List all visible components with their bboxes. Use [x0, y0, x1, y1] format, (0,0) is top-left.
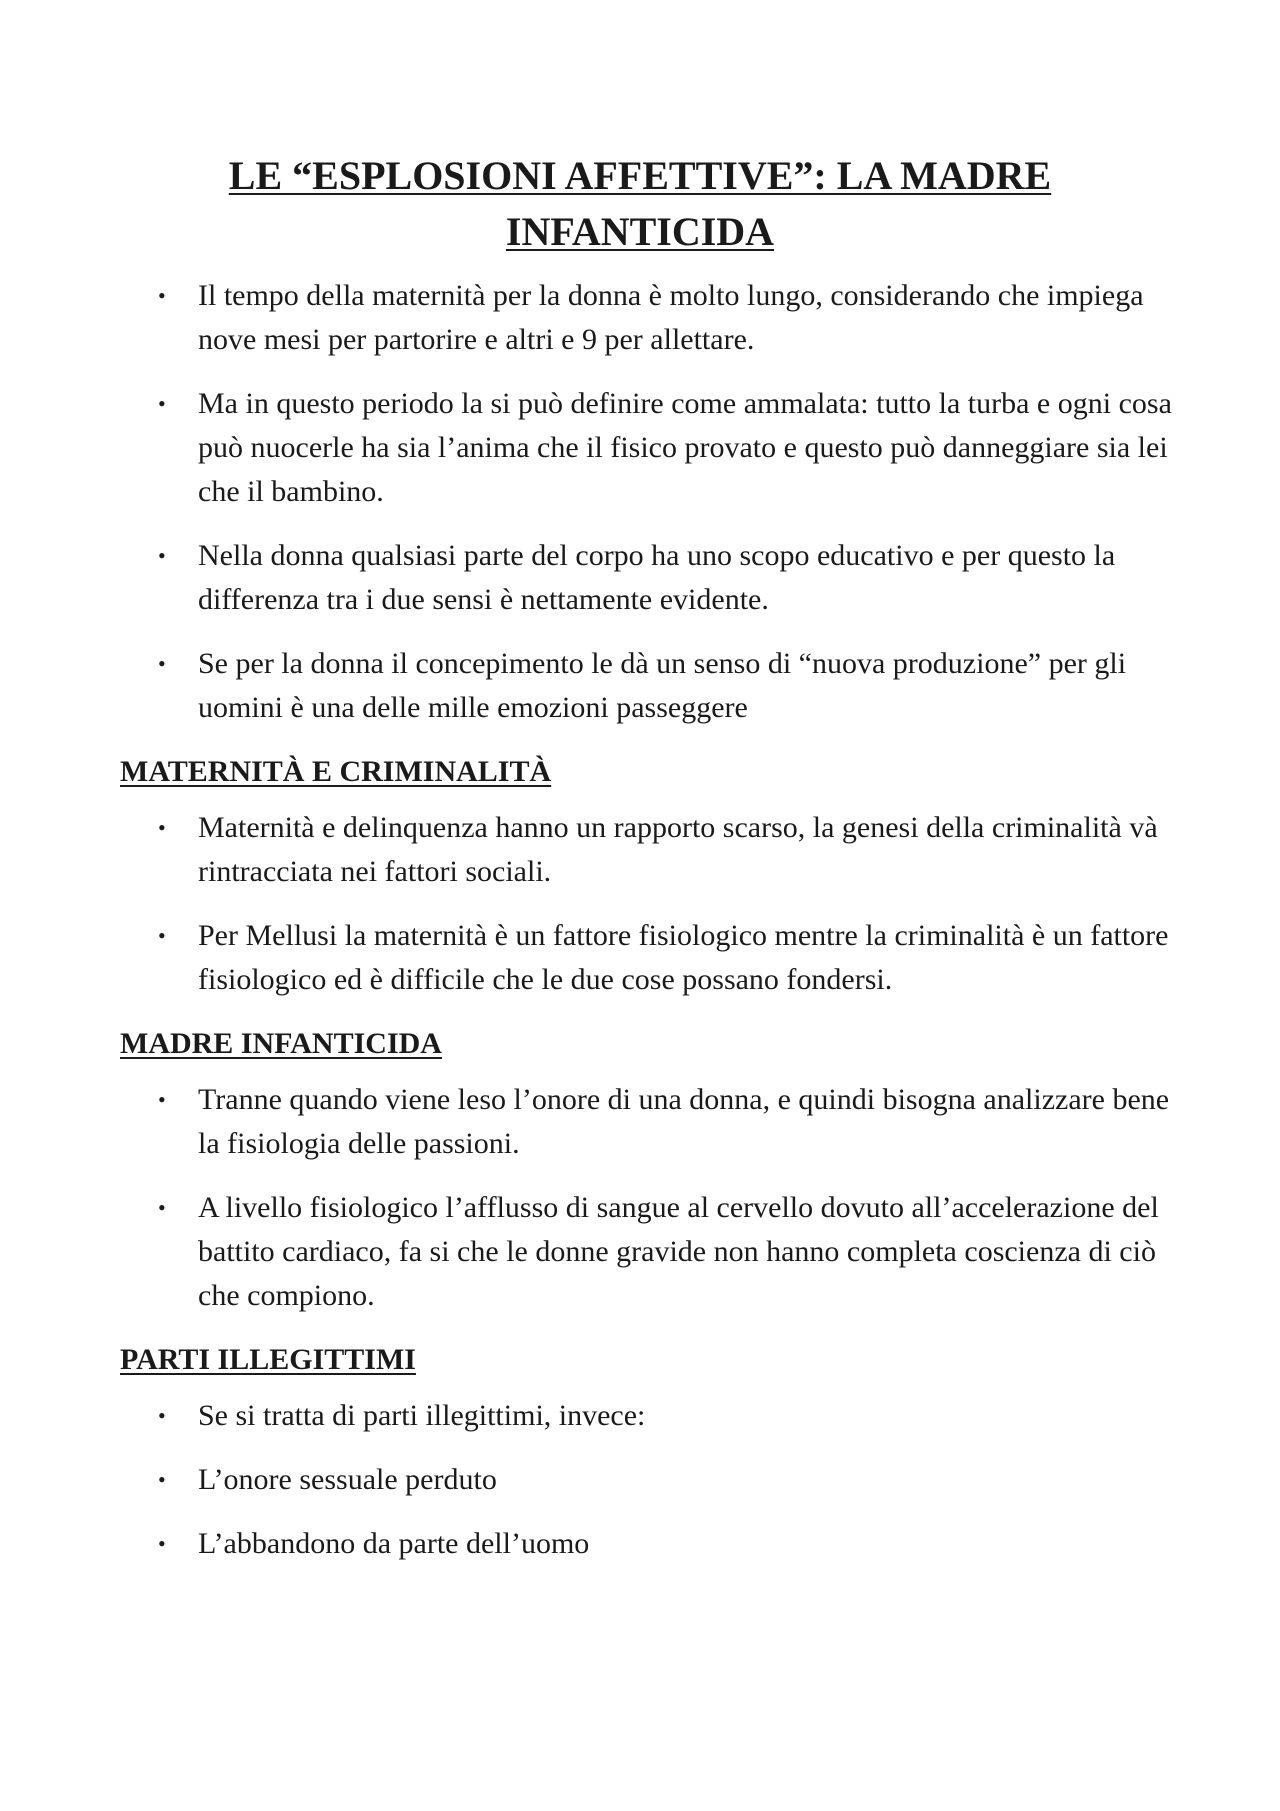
parti-illegittimi-bullet-list	[120, 1394, 1160, 1566]
bullet-icon: •	[158, 651, 166, 676]
list-item-text: Per Mellusi la maternità è un fattore fisiologico mentre la criminalità è un fattore fisiologico ed è difficile che le due cose possano fondersi.	[198, 919, 1169, 996]
section-heading-madre-infanticida: MADRE INFANTICIDA	[120, 1027, 442, 1060]
list-item	[120, 914, 1198, 1002]
intro-bullet-list	[120, 274, 1172, 730]
list-item-text: Ma in questo periodo la si può definire come ammalata: tutto la turba e ogni cosa può nuocerle ha sia l’anima che il fisico provato e questo può danneggiare sia lei che il bambino.	[198, 387, 1172, 508]
list-item-text: Se si tratta di parti illegittimi, invece:	[198, 1399, 646, 1432]
list-item	[120, 534, 1198, 622]
list-item	[120, 642, 1198, 730]
bullet-icon: •	[158, 1087, 166, 1112]
bullet-icon: •	[158, 815, 166, 840]
madre-infanticida-bullet-list	[120, 1078, 1170, 1318]
bullet-icon: •	[158, 1403, 166, 1428]
list-item	[120, 1078, 1198, 1166]
list-item	[120, 1186, 1198, 1318]
bullet-icon: •	[158, 391, 166, 416]
list-item	[120, 1458, 1198, 1502]
document-title	[120, 148, 1160, 260]
list-item-text: Se per la donna il concepimento le dà un senso di “nuova produzione” per gli uomini è una delle mille emozioni passeggere	[198, 647, 1127, 724]
list-item	[120, 1522, 1198, 1566]
list-item	[120, 1394, 1198, 1438]
bullet-icon: •	[158, 283, 166, 308]
document-title-line-1: LE “ESPLOSIONI AFFETTIVE”: LA MADRE	[228, 153, 1052, 198]
bullet-icon: •	[158, 923, 166, 948]
list-item	[120, 382, 1198, 514]
document-title-line-2: INFANTICIDA	[505, 209, 775, 254]
section-heading-parti-illegittimi: PARTI ILLEGITTIMI	[120, 1343, 416, 1376]
bullet-icon: •	[158, 543, 166, 568]
list-item-text: Nella donna qualsiasi parte del corpo ha uno scopo educativo e per questo la differenza tra i due sensi è nettamente evidente.	[198, 539, 1116, 616]
list-item-text: A livello fisiologico l’afflusso di sangue al cervello dovuto all’accelerazione del battito cardiaco, fa si che le donne gravide non hanno completa coscienza di ciò che compiono.	[198, 1191, 1159, 1312]
document-page	[120, 148, 1172, 1586]
list-item-text: Il tempo della maternità per la donna è molto lungo, considerando che impiega nove mesi per partorire e altri e 9 per allettare.	[198, 279, 1144, 356]
list-item-text: Maternità e delinquenza hanno un rapporto scarso, la genesi della criminalità và rintracciata nei fattori sociali.	[198, 811, 1158, 888]
bullet-icon: •	[158, 1467, 166, 1492]
list-item-text: L’onore sessuale perduto	[198, 1463, 497, 1496]
list-item-text: Tranne quando viene leso l’onore di una donna, e quindi bisogna analizzare bene la fisiologia delle passioni.	[198, 1083, 1170, 1160]
bullet-icon: •	[158, 1195, 166, 1220]
list-item-text: L’abbandono da parte dell’uomo	[198, 1527, 590, 1560]
list-item	[120, 806, 1198, 894]
list-item	[120, 274, 1198, 362]
section-heading-maternita-criminalita: MATERNITÀ E CRIMINALITÀ	[120, 755, 552, 788]
bullet-icon: •	[158, 1531, 166, 1556]
maternita-criminalita-bullet-list	[120, 806, 1169, 1002]
